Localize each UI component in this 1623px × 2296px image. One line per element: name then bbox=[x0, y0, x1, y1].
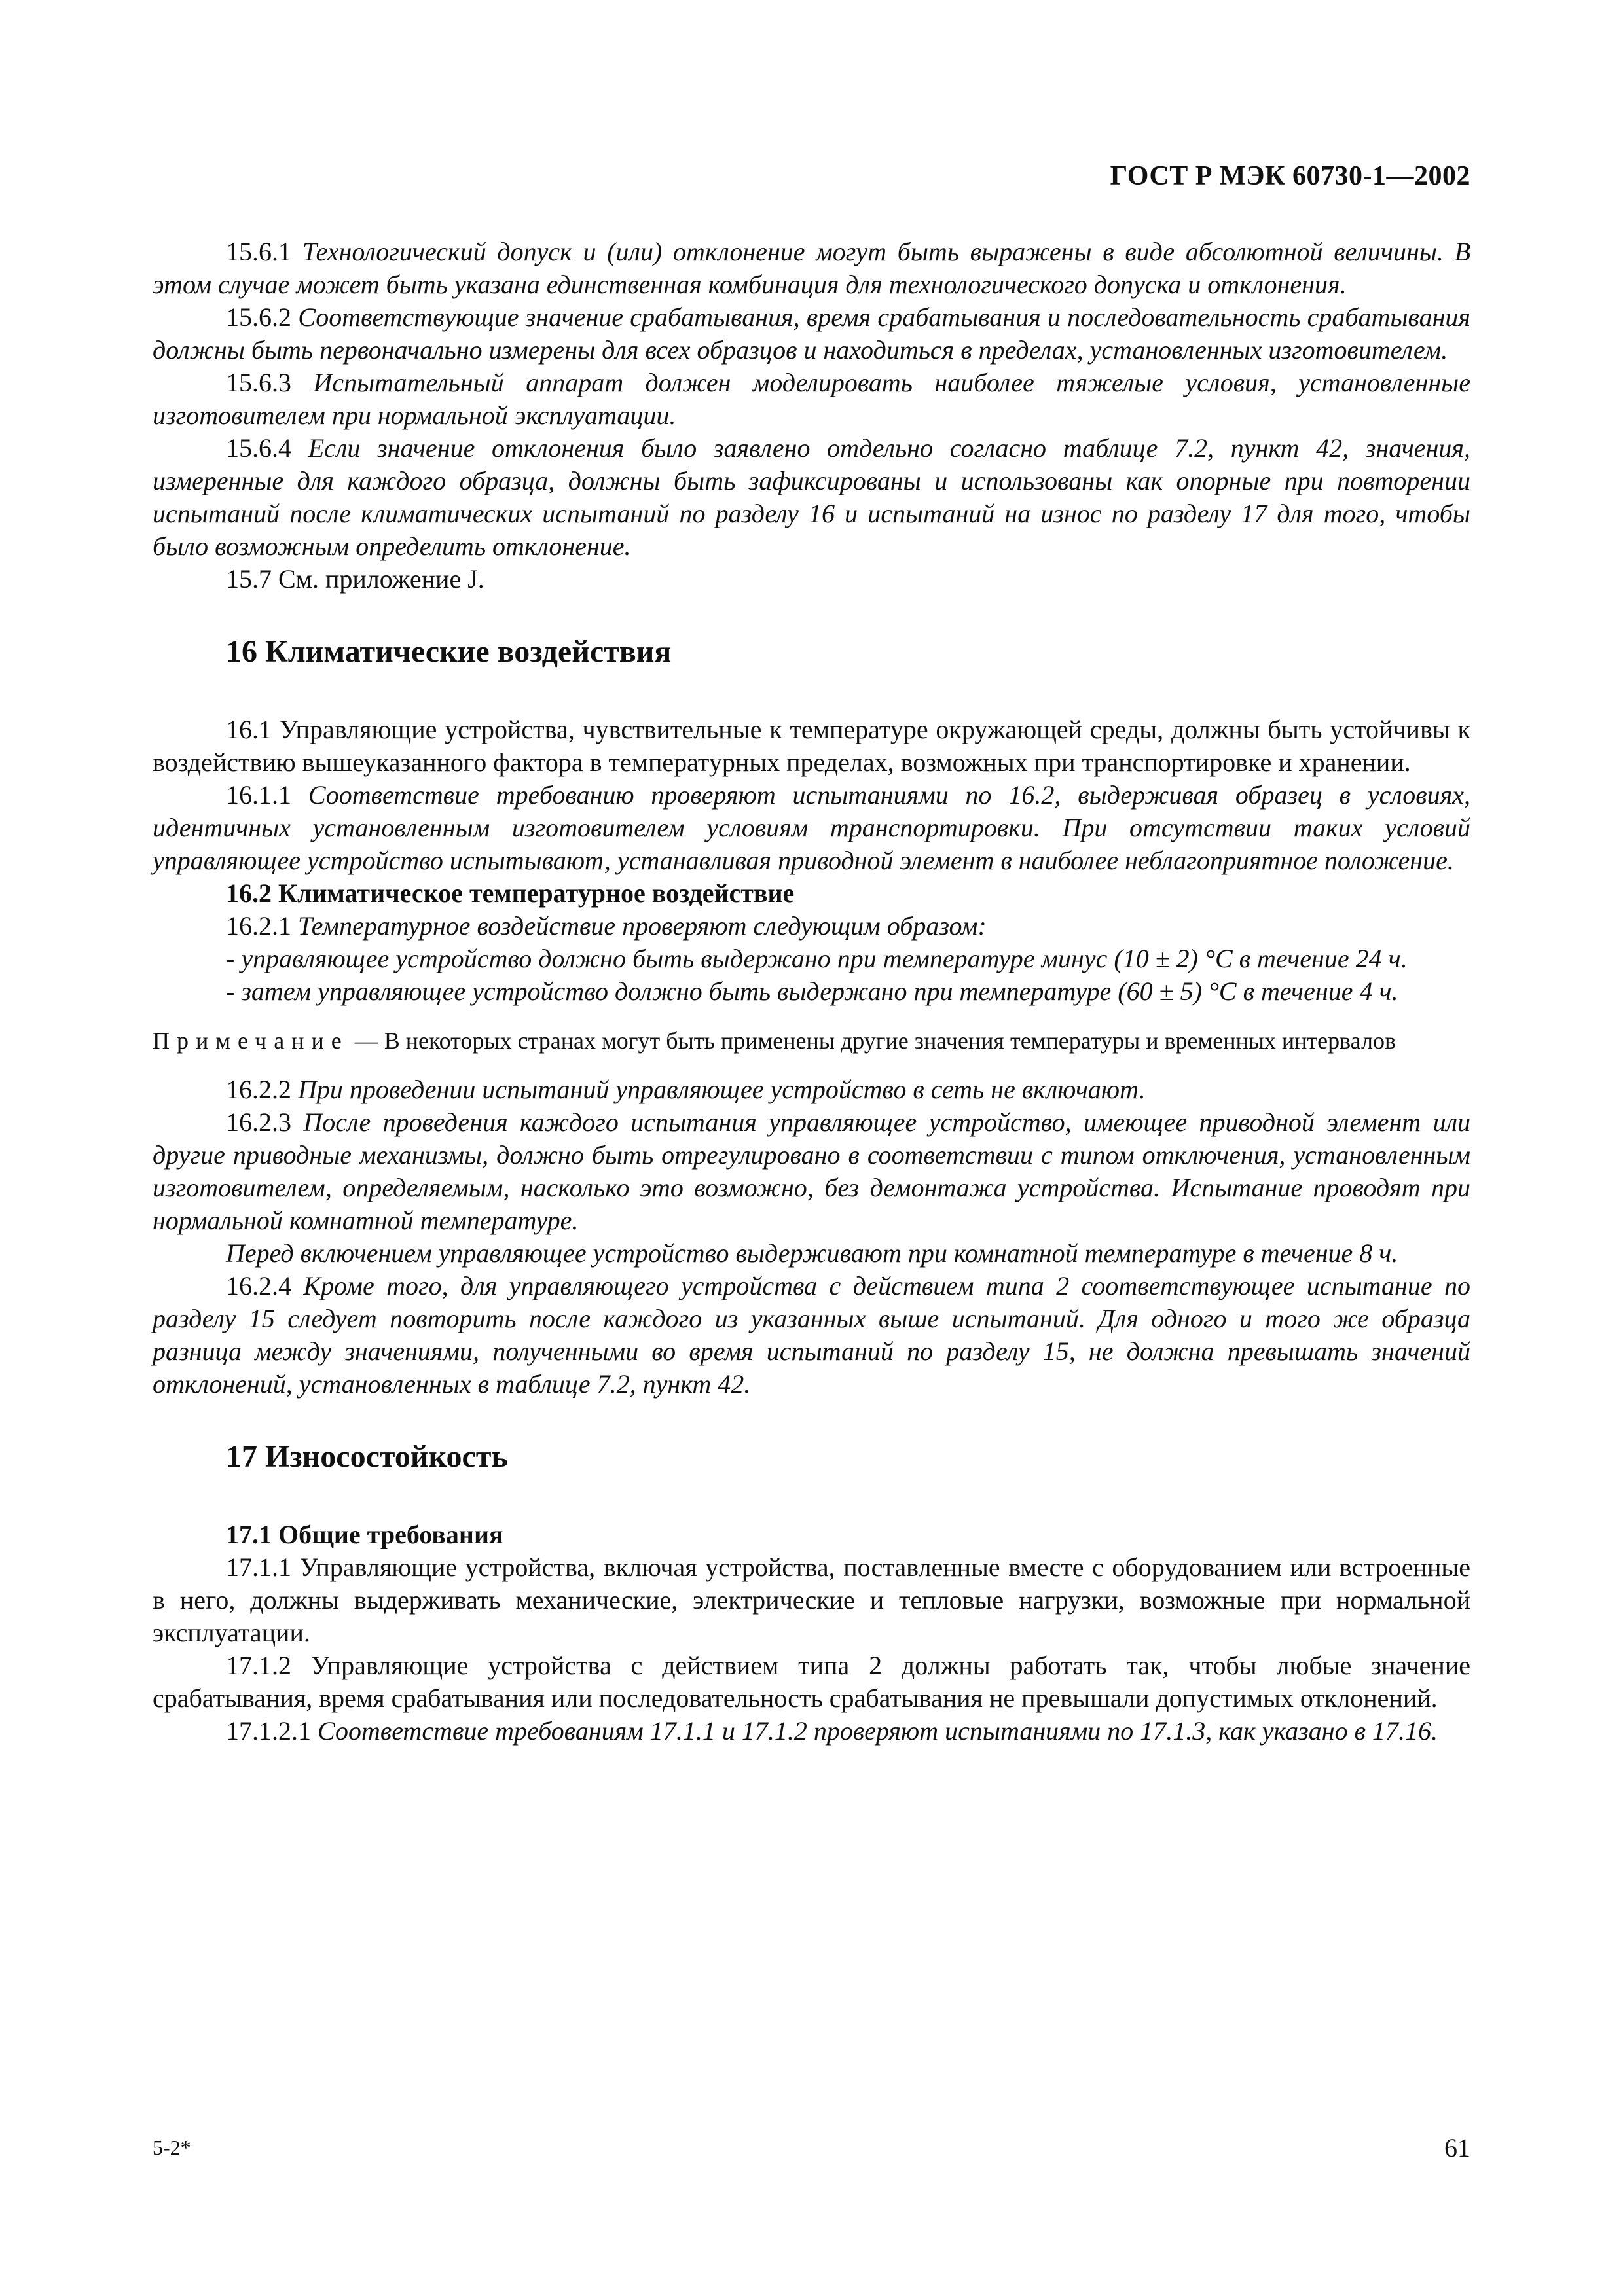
clause-number: 16.2.4 bbox=[226, 1271, 291, 1300]
paragraph-16-2-3 bbox=[153, 1106, 1470, 1237]
paragraph-16-1-1 bbox=[153, 779, 1470, 877]
list-item-plus-60: - затем управляющее устройство должно быть выдержано при температуре (60 ± 5) °С в течение 4 ч. bbox=[226, 977, 1398, 1006]
clause-text: Температурное воздействие проверяют следующим образом: bbox=[298, 911, 987, 941]
clause-text: Соответствие требованиям 17.1.1 и 17.1.2 проверяют испытаниями по 17.1.3, как указано в 17.16. bbox=[318, 1716, 1438, 1746]
paragraph-15-6-2 bbox=[153, 301, 1470, 367]
clause-number: 15.6.3 bbox=[226, 368, 291, 397]
paragraph-16-2-3-continued: Перед включением управляющее устройство выдерживают при комнатной температуре в течение 8 ч. bbox=[226, 1238, 1398, 1268]
paragraph-17-1-1: 17.1.1 Управляющие устройства, включая устройства, поставленные вместе с оборудованием или встроенные в него, должны выдерживать механические, электрические и тепловые нагрузки, возможные при нормальной эксплуатации. bbox=[153, 1552, 1470, 1647]
note-label: Примечание bbox=[153, 1028, 349, 1054]
clause-number: 17.1.2.1 bbox=[226, 1716, 311, 1746]
paragraph-17-1-2: 17.1.2 Управляющие устройства с действием типа 2 должны работать так, чтобы любые значение срабатывания, время срабатывания или последовательность срабатывания не превышали допустимых отклонений. bbox=[153, 1651, 1470, 1713]
clause-text: Соответствующие значение срабатывания, время срабатывания и последовательность срабатывания должны быть первоначально измерены для всех образцов и находиться в пределах, установленных изготовителем. bbox=[153, 302, 1471, 365]
section-16-heading: 16 Климатические воздействия bbox=[226, 634, 672, 669]
clause-number: 16.2.1 bbox=[226, 911, 291, 941]
clause-text: Кроме того, для управляющего устройства с действием типа 2 соответствующее испытание по разделу 15 следует повторить после каждого из указанных выше испытаний. Для одного и того же образца разница между значениями, полученными во время испытаний по разделу 15, не должна превышать значений отклонений, установленных в таблице 7.2, пункт 42. bbox=[153, 1271, 1470, 1399]
subsection-17-1-heading: 17.1 Общие требования bbox=[226, 1520, 503, 1549]
paragraph-15-6-3 bbox=[153, 367, 1470, 432]
clause-number: 16.2.3 bbox=[226, 1107, 291, 1137]
paragraph-15-6-1 bbox=[153, 236, 1470, 301]
section-17-heading: 17 Износостойкость bbox=[226, 1439, 508, 1474]
paragraph-16-2-4 bbox=[153, 1270, 1470, 1401]
page-number: 61 bbox=[1444, 2133, 1470, 2162]
paragraph-16-2-2 bbox=[153, 1073, 1470, 1106]
subsection-16-2-heading: 16.2 Климатическое температурное воздействие bbox=[226, 878, 795, 908]
clause-text: Если значение отклонения было заявлено отдельно согласно таблице 7.2, пункт 42, значения, измеренные для каждого образца, должны быть зафиксированы и использованы как опорные при повторении испытаний после климатических испытаний по разделу 16 и испытаний на износ по разделу 17 для того, чтобы было возможным определить отклонение. bbox=[153, 433, 1471, 561]
clause-number: 15.6.4 bbox=[226, 433, 291, 463]
signature-mark: 5-2* bbox=[153, 2136, 191, 2159]
clause-text: После проведения каждого испытания управляющее устройство, имеющее приводной элемент или другие приводные механизмы, должно быть отрегулировано в соответствии с типом отключения, установленным изготовителем, определяемым, насколько это возможно, без демонтажа устройства. Испытание проводят при нормальной комнатной температуре. bbox=[153, 1107, 1471, 1235]
list-item-minus-10: - управляющее устройство должно быть выдержано при температуре минус (10 ± 2) °С в течение 24 ч. bbox=[226, 944, 1408, 973]
paragraph-17-1-2-1 bbox=[153, 1715, 1470, 1748]
clause-number: 15.6.1 bbox=[226, 237, 291, 266]
clause-text: Соответствие требованию проверяют испытаниями по 16.2, выдерживая образец в условиях, идентичных установленным изготовителем условиям транспортировки. При отсутствии таких условий управляющее устройство испытывают, устанавливая приводной элемент в наиболее неблагоприятное положение. bbox=[153, 780, 1471, 875]
clause-text: Технологический допуск и (или) отклонение могут быть выражены в виде абсолютной величины. В этом случае может быть указана единственная комбинация для технологического допуска и отклонения. bbox=[153, 237, 1471, 299]
clause-text: При проведении испытаний управляющее устройство в сеть не включают. bbox=[298, 1075, 1146, 1104]
note bbox=[153, 1025, 1470, 1056]
document-code-header: ГОСТ Р МЭК 60730-1—2002 bbox=[1110, 161, 1470, 191]
clause-number: 16.2.2 bbox=[226, 1075, 291, 1104]
paragraph-16-2-1 bbox=[153, 910, 1470, 942]
paragraph-15-7: 15.7 См. приложение J. bbox=[226, 564, 484, 594]
note-text: — В некоторых странах могут быть применены другие значения температуры и временных интервалов bbox=[348, 1028, 1396, 1054]
clause-number: 15.6.2 bbox=[226, 302, 291, 332]
paragraph-16-1: 16.1 Управляющие устройства, чувствительные к температуре окружающей среды, должны быть устойчивы к воздействию вышеуказанного фактора в температурных пределах, возможных при транспортировке и хранении. bbox=[153, 715, 1470, 777]
clause-text: Испытательный аппарат должен моделировать наиболее тяжелые условия, установленные изготовителем при нормальной эксплуатации. bbox=[153, 368, 1470, 430]
page-content bbox=[153, 236, 1470, 1748]
paragraph-15-6-4 bbox=[153, 432, 1470, 563]
clause-number: 16.1.1 bbox=[226, 780, 291, 810]
